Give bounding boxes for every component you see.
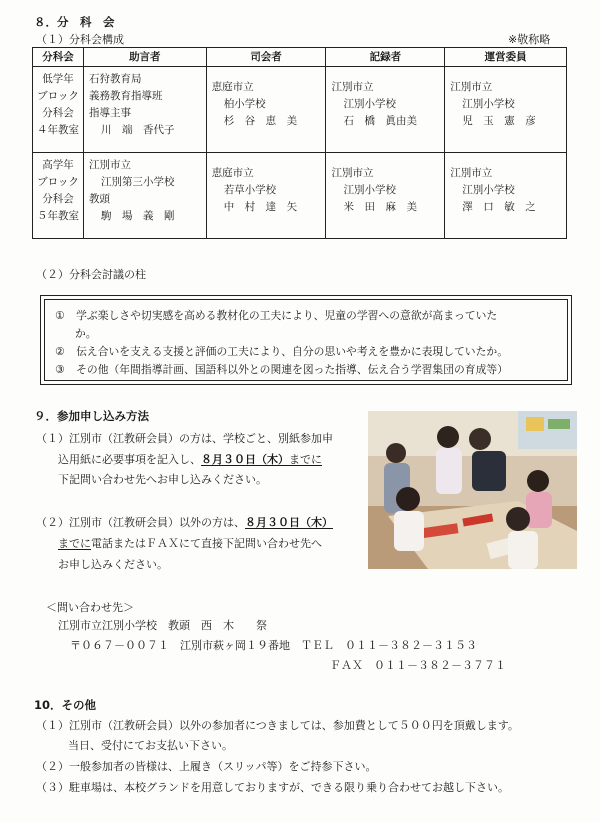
- other-item: （２）一般参加者の皆様は、上履き（スリッパ等）をご持参下さい。: [36, 760, 377, 773]
- cell-line: 杉 谷 恵 美: [223, 115, 298, 127]
- cell-line: 江別市立: [331, 81, 374, 93]
- committee-cell: [445, 153, 567, 239]
- cell-line: 江別市立: [450, 81, 493, 93]
- chair-cell: [206, 153, 326, 239]
- cell-line: 教頭: [88, 193, 110, 205]
- pillar-item: [55, 344, 508, 359]
- recorder-cell: [326, 153, 445, 239]
- cell-line: 江別小学校: [462, 98, 515, 110]
- deadline-date: ８月３０日（木）: [245, 516, 333, 529]
- cell-line: 駒 場 義 剛: [100, 210, 175, 222]
- recorder-cell: [326, 67, 445, 153]
- cell-line: 石狩教育局: [88, 73, 142, 85]
- apply-item1-text: 込用紙に必要事項を記入し、: [58, 453, 201, 466]
- cell-line: 恵庭市立: [211, 81, 254, 93]
- cell-line: 児 玉 憲 彦: [462, 115, 536, 127]
- committee-table: [32, 47, 567, 239]
- cell-line: 分科会: [42, 107, 74, 119]
- pillar-text: 伝え合いを支える支援と評価の工夫により、自分の思いや考えを豊かに表現していたか。: [76, 345, 508, 358]
- classroom-photo-illustration: [368, 411, 577, 569]
- table-row: [33, 153, 567, 239]
- block-cell: [33, 67, 84, 153]
- cell-line: 指導主事: [88, 107, 131, 119]
- cell-line: 澤 口 敏 之: [462, 201, 536, 213]
- pillar-number: ②: [55, 345, 65, 358]
- table-row: [33, 67, 567, 153]
- apply-item1-line1: （１）江別市（江教研会員）の方は、学校ごと、別紙参加申: [36, 432, 333, 445]
- chair-cell: [206, 67, 326, 153]
- classroom-photo: [368, 411, 577, 569]
- pillar-item: [55, 308, 497, 323]
- cell-line: 義務教育指導班: [88, 90, 163, 102]
- section8-sub1: （１）分科会構成: [36, 33, 124, 46]
- block-cell: [33, 153, 84, 239]
- cell-line: 江別市立: [88, 159, 131, 171]
- apply-item1-line3: 下記問い合わせ先へお申し込みください。: [58, 473, 267, 486]
- cell-line: 中 村 達 矢: [223, 201, 298, 213]
- contact-title: ＜問い合わせ先＞: [46, 601, 134, 614]
- apply-item2-line2: [58, 535, 322, 551]
- table-header-row: [33, 48, 567, 67]
- advisor-cell: [83, 67, 206, 153]
- cell-line: 分科会: [42, 193, 74, 205]
- cell-line: 江別市立: [450, 167, 493, 179]
- cell-line: 米 田 麻 美: [343, 201, 417, 213]
- section9-heading: ９．参加申し込み方法: [34, 409, 149, 423]
- cell-line: 柏小学校: [223, 98, 266, 110]
- cell-line: 川 端 香代子: [100, 124, 175, 136]
- contact-address-tel: 〒０６７－００７１ 江別市萩ヶ岡１９番地 ＴＥＬ ０１１－３８２－３１５３: [70, 639, 477, 652]
- apply-item2-text-head: までに: [58, 537, 91, 550]
- cell-line: 低学年: [42, 73, 74, 85]
- cell-line: 高学年: [42, 159, 74, 171]
- cell-line: ブロック: [37, 176, 79, 188]
- section8-heading: ８．分 科 会: [34, 15, 115, 29]
- cell-line: 江別市立: [331, 167, 374, 179]
- section8-sub2: （２）分科会討議の柱: [36, 268, 146, 281]
- committee-cell: [445, 67, 567, 153]
- table-header: 運営委員: [445, 48, 567, 67]
- other-item: （３）駐車場は、本校グランドを用意しておりますが、できる限り乗り合わせてお越し下さい。: [36, 781, 509, 794]
- apply-item2-line1: [36, 514, 333, 530]
- advisor-cell: [83, 153, 206, 239]
- cell-line: 江別小学校: [343, 98, 396, 110]
- pillar-number: ③: [55, 363, 65, 376]
- pillar-item: [55, 362, 508, 377]
- cell-line: 石 橋 眞由美: [343, 115, 417, 127]
- cell-line: 若草小学校: [223, 184, 277, 196]
- table-header: 助言者: [83, 48, 206, 67]
- deadline-date: ８月３０日（木）: [201, 453, 289, 466]
- cell-line: 江別第三小学校: [100, 176, 175, 188]
- cell-line: ４年教室: [36, 124, 79, 136]
- cell-line: 江別小学校: [343, 184, 396, 196]
- discussion-pillars-box: [40, 295, 572, 385]
- apply-item1-line2: [58, 451, 322, 467]
- cell-line: ５年教室: [36, 210, 79, 222]
- pillar-text: その他（年間指導計画、国語科以外との関連を図った指導、伝え合う学習集団の育成等）: [76, 363, 508, 376]
- table-header: 分科会: [33, 48, 84, 67]
- pillar-text: 学ぶ楽しさや切実感を高める教材化の工夫により、児童の学習への意欲が高まっていた: [76, 309, 498, 322]
- contact-line1: 江別市立江別小学校 教頭 西 木 祭: [58, 619, 267, 632]
- pillar-number: ①: [55, 309, 65, 322]
- apply-item2-text: （２）江別市（江教研会員）以外の方は、: [36, 516, 245, 529]
- table-header: 司会者: [206, 48, 326, 67]
- section10-heading: 10．その他: [34, 698, 97, 712]
- cell-line: ブロック: [37, 90, 79, 102]
- cell-line: 江別小学校: [462, 184, 515, 196]
- contact-fax: ＦＡＸ ０１１－３８２－３７７１: [330, 659, 506, 672]
- apply-item1-text-tail: までに: [289, 453, 322, 466]
- apply-item2-text: 電話またはＦＡＸにて直接下記問い合わせ先へ: [91, 537, 322, 550]
- pillar-continuation: か。: [75, 327, 97, 340]
- apply-item2-line3: お申し込みください。: [58, 558, 168, 571]
- cell-line: 恵庭市立: [211, 167, 254, 179]
- other-item-continuation: 当日、受付にてお支払い下さい。: [68, 739, 233, 752]
- honorific-note: ※敬称略: [508, 33, 551, 46]
- other-item: （１）江別市（江教研会員）以外の参加者につきましては、参加費として５００円を頂戴します。: [36, 719, 519, 732]
- table-header: 記録者: [326, 48, 445, 67]
